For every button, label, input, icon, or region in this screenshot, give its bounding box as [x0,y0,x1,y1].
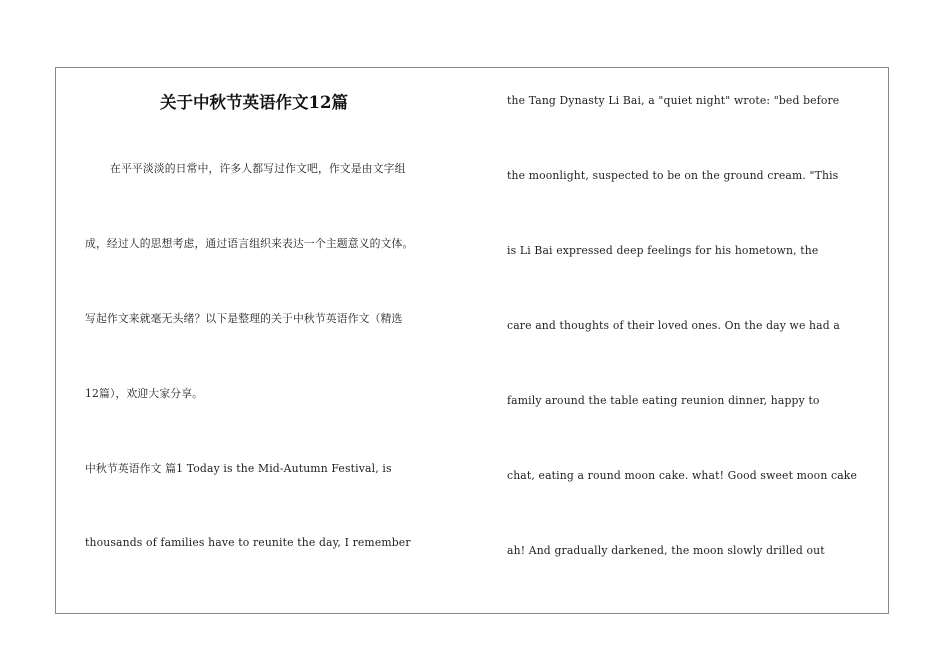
paragraph-line: 写起作文来就毫无头绪？以下是整理的关于中秋节英语作文（精选 [85,312,403,325]
paragraph-line: ah! And gradually darkened, the moon slowly drilled out [507,544,825,557]
paragraph-line: thousands of families have to reunite the day, I remember [85,536,411,549]
page-border [55,67,889,614]
paragraph-line: 成，经过人的思想考虑，通过语言组织来表达一个主题意义的文体。 [85,237,414,250]
paragraph-line: chat, eating a round moon cake. what! Good sweet moon cake [507,469,858,482]
paragraph-line: the Tang Dynasty Li Bai, a "quiet night" wrote: "bed before [507,94,840,107]
paragraph-line: 12篇），欢迎大家分享。 [85,387,204,400]
paragraph-line: 中秋节英语作文 篇1 Today is the Mid-Autumn Festival, is [85,462,392,475]
document-title: 关于中秋节英语作文12篇 [160,93,348,112]
paragraph-line: the moonlight, suspected to be on the ground cream. "This [507,169,839,182]
paragraph-line: care and thoughts of their loved ones. On the day we had a [507,319,840,332]
paragraph-line: 在平平淡淡的日常中，许多人都写过作文吧，作文是由文字组 [110,162,406,175]
paragraph-line: is Li Bai expressed deep feelings for his hometown, the [507,244,819,257]
paragraph-line: family around the table eating reunion dinner, happy to [507,394,820,407]
